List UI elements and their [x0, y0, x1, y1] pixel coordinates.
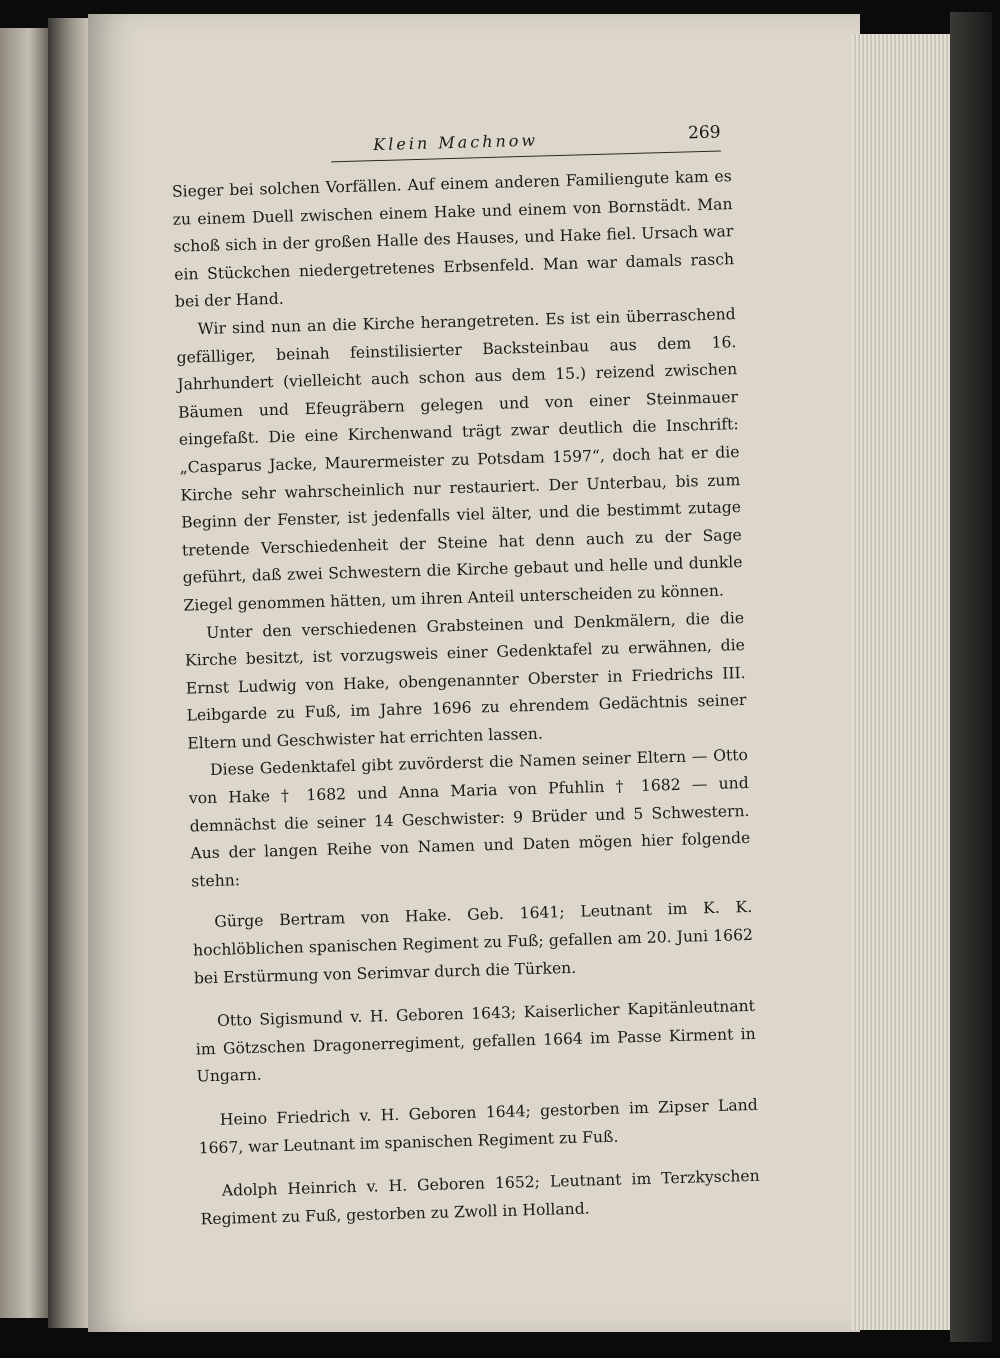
page-block-edges [852, 34, 952, 1330]
paragraph: Sieger bei solchen Vorfällen. Auf einem anderen Familiengute kam es zu einem Duell zwischen einem Hake und einem von Bornstädt. Man schoß sich in der großen Halle des Hauses, und Hake fiel. Ursach war ein Stückchen niedergetretenes Erbsenfeld. Man war damals rasch bei der Hand. [171, 167, 735, 312]
sibling-entries [192, 894, 761, 1233]
sibling-entry: Heino Friedrich v. H. Geboren 1644; gestorben im Zipser Land 1667, war Leutnant im spanischen Regiment zu Fuß. [198, 1095, 758, 1158]
paragraph: Unter den verschiedenen Grabsteinen und Denkmälern, die die Kirche besitzt, ist vorzugsweis einer Gedenktafel zu erwähnen, die Ernst Ludwig von Hake, obengenannter Oberster in Friedrichs III. Leibgarde zu Fuß, im Jahre 1696 zu ehrendem Gedächtnis seiner Eltern und Geschwister hat errichten lassen. [184, 608, 747, 753]
book-cover-edge [950, 12, 992, 1342]
paragraph: Diese Gedenktafel gibt zuvörderst die Namen seiner Eltern — Otto von Hake † 1682 und Anna Maria von Pfuhlin † 1682 — und demnächst die seiner 14 Geschwister: 9 Brüder und 5 Schwestern. Aus der langen Reihe von Namen und Daten mögen hier folgende stehn: [188, 746, 751, 891]
book-gutter [48, 18, 92, 1328]
running-head-title: Klein Machnow [373, 130, 539, 155]
paragraph: Wir sind nun an die Kirche herangetreten. Es ist ein überraschend gefälliger, beinah feinstilisierter Backsteinbau aus dem 16. Jahrhundert (vielleicht auch schon aus dem 15.) reizend zwischen Bäumen und Efeugräbern gelegen und von einer Steinmauer eingefaßt. Die eine Kirchenwand trägt zwar deutlich die Inschrift: „Casparus Jacke, Maurermeister zu Potsdam 1597“, doch hat er die Kirche sehr wahrscheinlich nur restauriert. Der Unterbau, bis zum Beginn der Fenster, ist jedenfalls viel älter, und die bestimmt zutage tretende Verschiedenheit der Steine hat denn auch zu der Sage geführt, daß zwei Schwestern die Kirche gebaut und helle und dunkle Ziegel genommen hätten, um ihren Anteil unterscheiden zu können. [176, 305, 743, 615]
sibling-entry: Gürge Bertram von Hake. Geb. 1641; Leutnant im K. K. hochlöblichen spanischen Regiment zu Fuß; gefallen am 20. Juni 1662 bei Erstürmung von Serimvar durch die Türken. [192, 898, 754, 988]
sibling-entry: Otto Sigismund v. H. Geboren 1643; Kaiserlicher Kapitänleutnant im Götzschen Dragonerregiment, gefallen 1664 im Passe Kirment in Ungarn. [195, 997, 756, 1086]
sibling-entry: Adolph Heinrich v. H. Geboren 1652; Leutnant im Terzkyschen Regiment zu Fuß, gestorben zu Zwoll in Holland. [200, 1166, 760, 1229]
left-page-edge [0, 28, 48, 1318]
page-number: 269 [687, 122, 721, 144]
page-text-block [170, 110, 760, 1229]
